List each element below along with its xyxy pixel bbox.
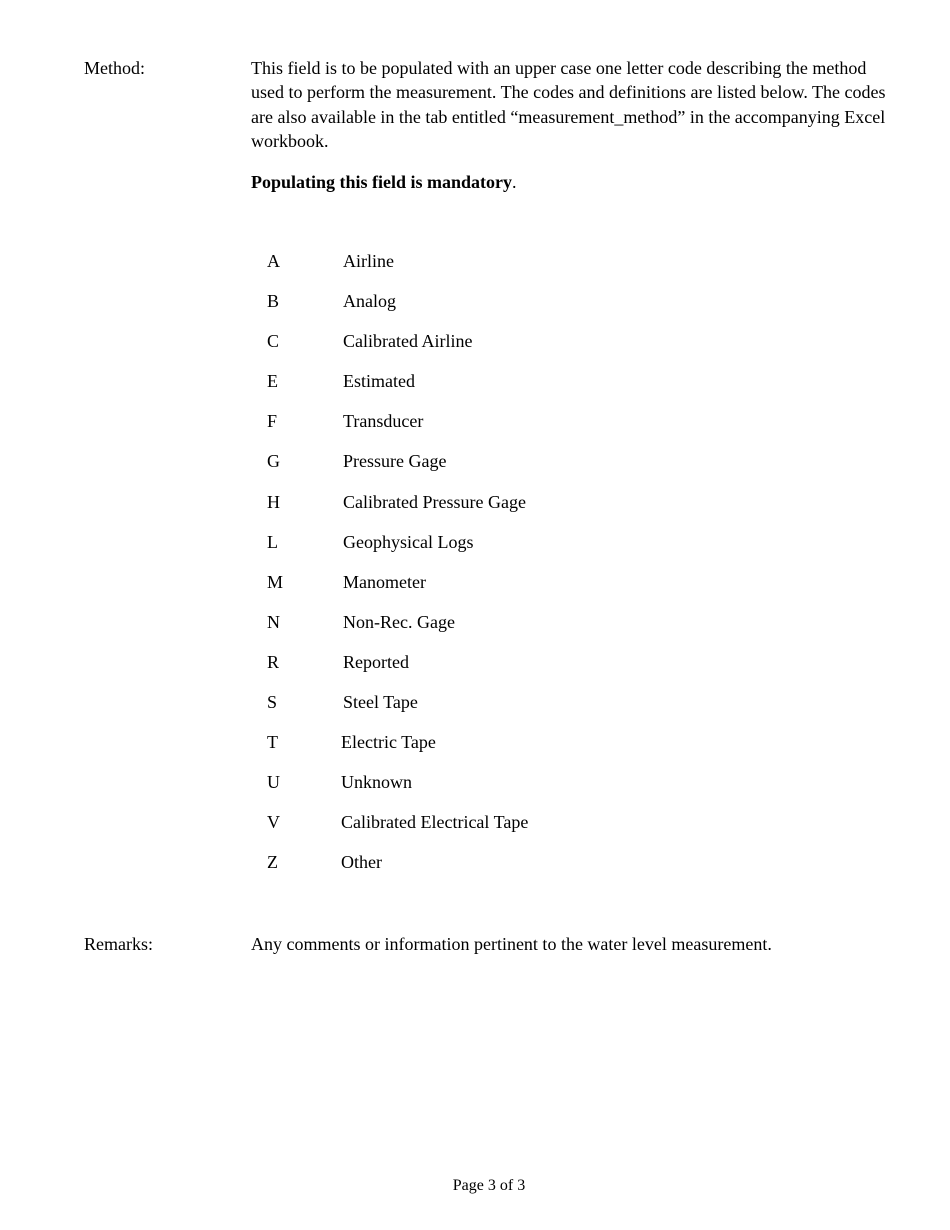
code-letter: C [267, 331, 280, 352]
code-letter: H [267, 491, 280, 512]
code-definition: Analog [343, 291, 396, 312]
code-letter: G [267, 451, 280, 472]
code-letter: B [267, 291, 280, 312]
code-definition: Reported [343, 651, 409, 672]
code-definition: Manometer [343, 571, 426, 592]
code-definition: Calibrated Pressure Gage [343, 491, 526, 512]
mandatory-note-bold: Populating this field is mandatory [251, 171, 513, 192]
code-letter: E [267, 371, 278, 392]
code-letter: U [267, 772, 280, 793]
remarks-description: Any comments or information pertinent to the water level measurement. [251, 934, 772, 954]
code-definition: Electric Tape [341, 732, 436, 753]
remarks-label: Remarks: [84, 934, 153, 954]
page-number: Page 3 of 3 [452, 1177, 526, 1194]
method-label: Method: [84, 58, 145, 78]
mandatory-note [251, 170, 901, 194]
code-letter: V [267, 812, 280, 833]
code-definition: Non-Rec. Gage [343, 611, 455, 632]
code-definition: Geophysical Logs [343, 531, 474, 552]
code-letter: T [267, 732, 278, 753]
code-letter: Z [267, 852, 278, 873]
code-letter: A [267, 251, 280, 271]
code-definition: Other [341, 852, 382, 873]
code-definition: Airline [343, 251, 394, 271]
code-definition: Unknown [341, 772, 412, 793]
code-definition: Transducer [343, 411, 424, 432]
code-letter: S [267, 692, 278, 713]
code-definition: Estimated [343, 371, 415, 392]
code-definition: Calibrated Airline [343, 331, 473, 352]
code-letter: R [267, 651, 280, 672]
code-definition: Steel Tape [343, 692, 418, 713]
code-definition: Pressure Gage [343, 451, 447, 472]
method-description: This field is to be populated with an upper case one letter code describing the method used to perform the measurement. The codes and definitions are listed below. The codes are also available in the tab entitled “measurement_method” in the accompanying Excel workbook. [251, 58, 886, 152]
code-letter: N [267, 611, 280, 632]
code-letter: M [267, 571, 284, 592]
code-letter: L [267, 531, 278, 552]
method-description-block [251, 56, 901, 194]
code-definition: Calibrated Electrical Tape [341, 812, 529, 833]
mandatory-note-tail: . [512, 171, 517, 192]
code-letter: F [267, 411, 278, 432]
